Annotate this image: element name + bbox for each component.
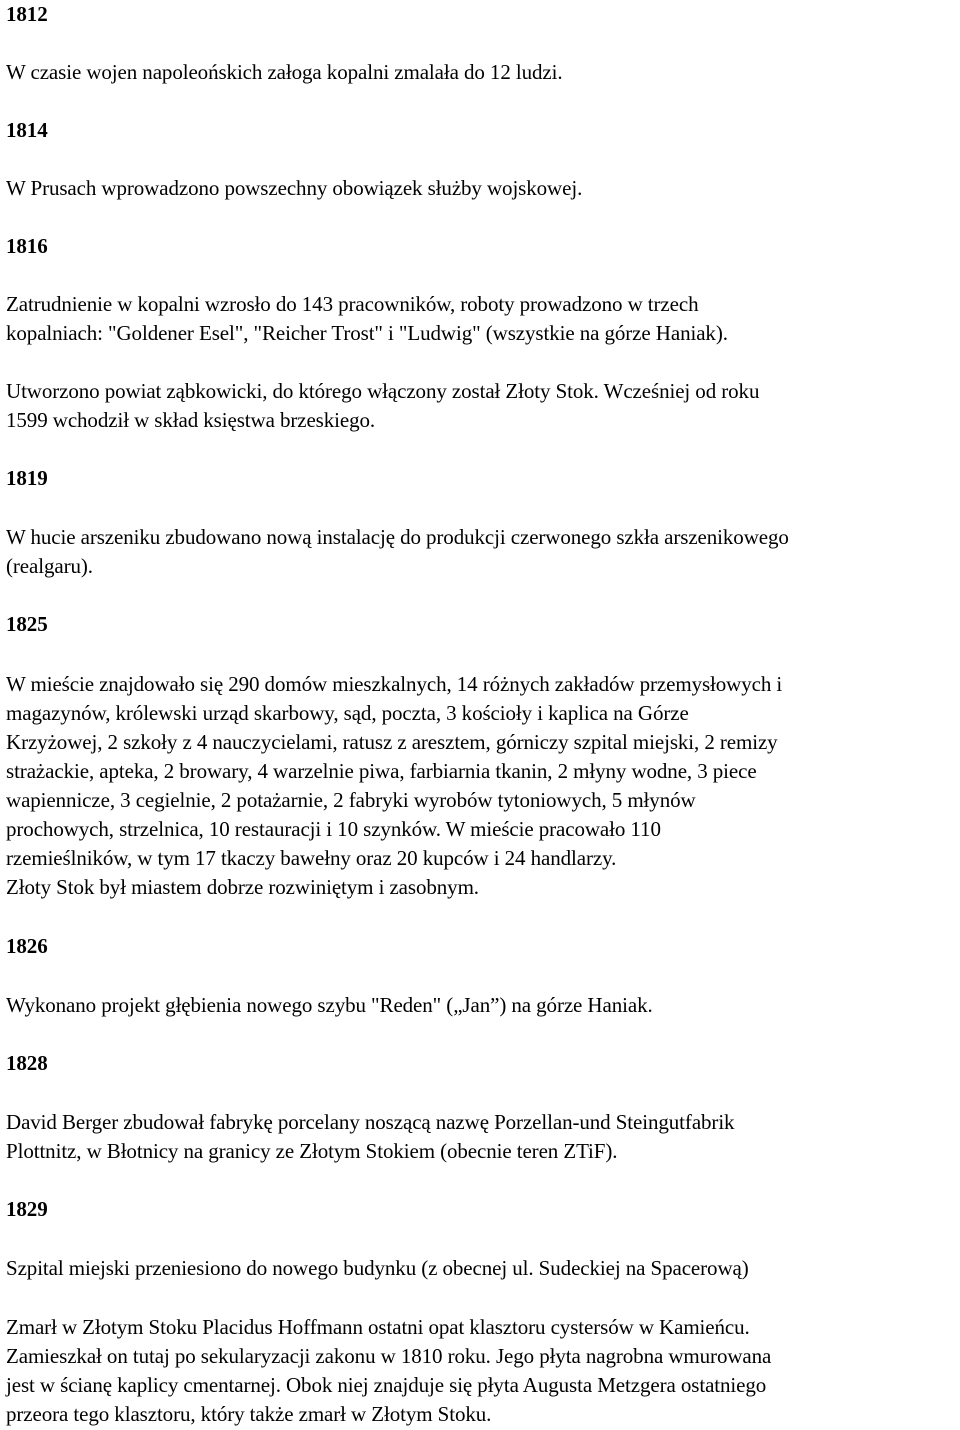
- paragraph-line: Zmarł w Złotym Stoku Placidus Hoffmann ostatni opat klasztoru cystersów w Kamieńcu.: [6, 1315, 750, 1339]
- paragraph-line: (realgaru).: [6, 554, 93, 578]
- paragraph-line: kopalniach: "Goldener Esel", "Reicher Trost" i "Ludwig" (wszystkie na górze Haniak).: [6, 321, 728, 345]
- year-heading: 1812: [6, 2, 48, 26]
- paragraph-line: 1599 wchodził w skład księstwa brzeskiego.: [6, 408, 376, 432]
- paragraph-line: prochowych, strzelnica, 10 restauracji i 10 szynków. W mieście pracowało 110: [6, 817, 661, 841]
- paragraph-line: przeora tego klasztoru, który także zmarł w Złotym Stoku.: [6, 1402, 492, 1426]
- paragraph-line: W Prusach wprowadzono powszechny obowiązek służby wojskowej.: [6, 176, 583, 200]
- paragraph-line: Plottnitz, w Błotnicy na granicy ze Złotym Stokiem (obecnie teren ZTiF).: [6, 1139, 618, 1163]
- paragraph-line: Zatrudnienie w kopalni wzrosło do 143 pracowników, roboty prowadzono w trzech: [6, 292, 699, 316]
- paragraph-line: W hucie arszeniku zbudowano nową instalację do produkcji czerwonego szkła arszenikowego: [6, 525, 789, 549]
- paragraph-line: Szpital miejski przeniesiono do nowego budynku (z obecnej ul. Sudeckiej na Spacerową): [6, 1256, 749, 1280]
- year-heading: 1828: [6, 1051, 48, 1075]
- year-heading: 1825: [6, 612, 48, 636]
- paragraph-line: jest w ścianę kaplicy cmentarnej. Obok niej znajduje się płyta Augusta Metzgera ostatniego: [6, 1373, 767, 1397]
- year-heading: 1819: [6, 466, 48, 490]
- paragraph-line: wapiennicze, 3 cegielnie, 2 potażarnie, 2 fabryki wyrobów tytoniowych, 5 młynów: [6, 788, 696, 812]
- year-heading: 1814: [6, 118, 48, 142]
- paragraph-line: Utworzono powiat ząbkowicki, do którego włączony został Złoty Stok. Wcześniej od roku: [6, 379, 760, 403]
- year-heading: 1816: [6, 234, 48, 258]
- year-heading: 1829: [6, 1197, 48, 1221]
- paragraph-line: Złoty Stok był miastem dobrze rozwiniętym i zasobnym.: [6, 875, 479, 899]
- paragraph-line: magazynów, królewski urząd skarbowy, sąd, poczta, 3 kościoły i kaplica na Górze: [6, 701, 689, 725]
- paragraph-line: W mieście znajdowało się 290 domów mieszkalnych, 14 różnych zakładów przemysłowych i: [6, 672, 783, 696]
- paragraph-line: Wykonano projekt głębienia nowego szybu "Reden" („Jan”) na górze Haniak.: [6, 993, 653, 1017]
- paragraph-line: W czasie wojen napoleońskich załoga kopalni zmalała do 12 ludzi.: [6, 60, 563, 84]
- paragraph-line: David Berger zbudował fabrykę porcelany noszącą nazwę Porzellan-und Steingutfabrik: [6, 1110, 735, 1134]
- paragraph-line: strażackie, apteka, 2 browary, 4 warzelnie piwa, farbiarnia tkanin, 2 młyny wodne, 3 piece: [6, 759, 757, 783]
- year-heading: 1826: [6, 934, 48, 958]
- paragraph-line: rzemieślników, w tym 17 tkaczy bawełny oraz 20 kupców i 24 handlarzy.: [6, 846, 617, 870]
- paragraph-line: Zamieszkał on tutaj po sekularyzacji zakonu w 1810 roku. Jego płyta nagrobna wmurowana: [6, 1344, 772, 1368]
- paragraph-line: Krzyżowej, 2 szkoły z 4 nauczycielami, ratusz z aresztem, górniczy szpital miejski, 2 remizy: [6, 730, 778, 754]
